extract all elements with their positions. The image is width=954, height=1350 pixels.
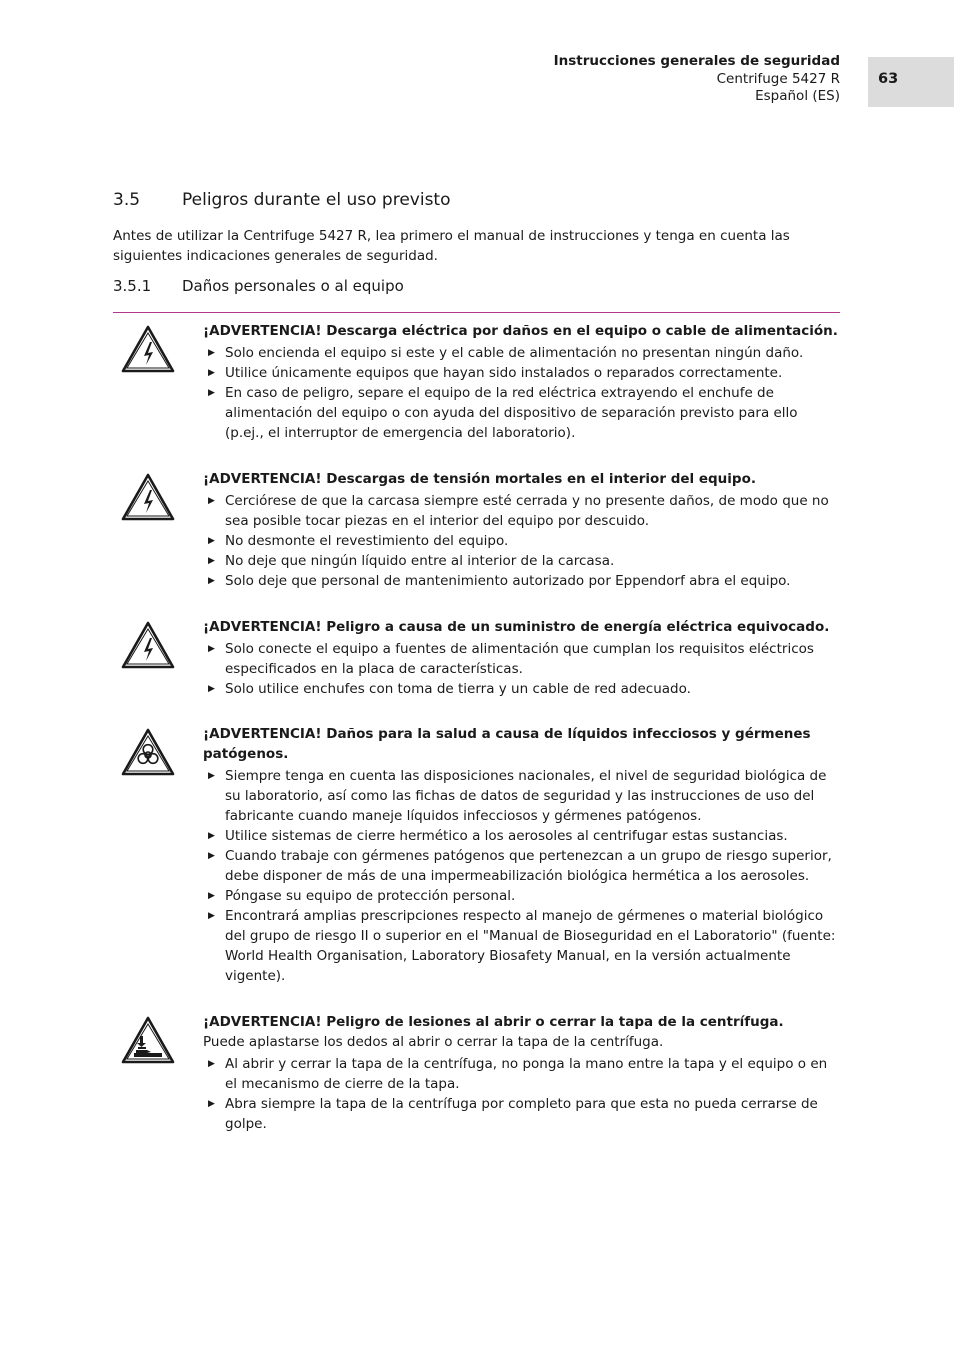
list-item-text: Abra siempre la tapa de la centrífuga por completo para que esta no pueda cerrarse de golpe.	[225, 1096, 818, 1132]
list-item-text: Solo deje que personal de mantenimiento autorizado por Eppendorf abra el equipo.	[225, 573, 791, 589]
list-item-text: Utilice únicamente equipos que hayan sido instalados o reparados correctamente.	[225, 365, 783, 381]
page-number-box	[868, 57, 954, 107]
warning-body	[203, 1012, 840, 1134]
list-item	[203, 886, 840, 906]
bullet-arrow-icon: ▶	[208, 368, 215, 378]
list-item-text: Encontrará amplias prescripciones respecto al manejo de gérmenes o material biológico del grupo de riesgo II o superior en el "Manual de Bioseguridad en el Laboratorio" (fuente: World Health Organisation, Laboratory Biosafety Manual, en la versión actualmente vigente).	[225, 908, 836, 984]
list-item	[203, 551, 840, 571]
warning-list	[203, 491, 840, 591]
subsection-number: 3.5.1	[113, 277, 152, 295]
bullet-arrow-icon: ▶	[208, 831, 215, 841]
bullet-arrow-icon: ▶	[208, 536, 215, 546]
list-item	[203, 826, 840, 846]
bullet-arrow-icon: ▶	[208, 1059, 215, 1069]
warning-list	[203, 343, 840, 443]
list-item	[203, 766, 840, 826]
list-item	[203, 1054, 840, 1094]
list-item	[203, 639, 840, 679]
bullet-arrow-icon: ▶	[208, 348, 215, 358]
list-item-text: Solo encienda el equipo si este y el cable de alimentación no presentan ningún daño.	[225, 345, 804, 361]
list-item	[203, 531, 840, 551]
list-item-text: Siempre tenga en cuenta las disposiciones nacionales, el nivel de seguridad biológica de su laboratorio, así como las fichas de datos de seguridad y las instrucciones de uso del fabricante cuando maneje líquidos infecciosos y gérmenes patógenos.	[225, 768, 827, 824]
list-item-text: Cerciórese de que la carcasa siempre esté cerrada y no presente daños, de modo que no sea posible tocar piezas en el interior del equipo por descuido.	[225, 493, 829, 529]
section-intro: Antes de utilizar la Centrifuge 5427 R, lea primero el manual de instrucciones y tenga en cuenta las siguientes indicaciones generales de seguridad.	[113, 228, 790, 264]
section-title: Peligros durante el uso previsto	[182, 190, 451, 210]
list-item-text: Solo utilice enchufes con toma de tierra y un cable de red adecuado.	[225, 681, 691, 697]
bullet-arrow-icon: ▶	[208, 1099, 215, 1109]
warning-title: ¡ADVERTENCIA! Daños para la salud a causa de líquidos infecciosos y gérmenes patógenos.	[203, 726, 811, 762]
warning-list	[203, 1054, 840, 1134]
header-model: Centrifuge 5427 R	[716, 70, 840, 87]
header-language: Español (ES)	[755, 88, 840, 104]
warning-title: ¡ADVERTENCIA! Peligro de lesiones al abrir o cerrar la tapa de la centrífuga.	[203, 1014, 784, 1030]
bullet-arrow-icon: ▶	[208, 644, 215, 654]
warning-list	[203, 639, 840, 699]
list-item-text: Póngase su equipo de protección personal.	[225, 888, 516, 904]
warning-subtitle: Puede aplastarse los dedos al abrir o cerrar la tapa de la centrífuga.	[203, 1034, 664, 1050]
warning-title: ¡ADVERTENCIA! Descarga eléctrica por daños en el equipo o cable de alimentación.	[203, 323, 838, 339]
list-item	[203, 906, 840, 986]
warning-body	[203, 617, 840, 699]
warning-body	[203, 321, 840, 443]
bullet-arrow-icon: ▶	[208, 851, 215, 861]
warning-list	[203, 766, 840, 986]
bullet-arrow-icon: ▶	[208, 576, 215, 586]
list-item	[203, 491, 840, 531]
section-number: 3.5	[113, 190, 141, 210]
bullet-arrow-icon: ▶	[208, 891, 215, 901]
subsection-title: Daños personales o al equipo	[182, 277, 404, 295]
section-heading	[113, 190, 451, 210]
list-item	[203, 343, 840, 363]
electric-shock-warning-icon	[121, 621, 175, 669]
page-number: 63	[878, 71, 899, 87]
list-item-text: Utilice sistemas de cierre hermético a los aerosoles al centrifugar estas sustancias.	[225, 828, 788, 844]
warning-title: ¡ADVERTENCIA! Descargas de tensión mortales en el interior del equipo.	[203, 471, 756, 487]
list-item-text: Al abrir y cerrar la tapa de la centrífuga, no ponga la mano entre la tapa y el equipo o en el mecanismo de cierre de la tapa.	[225, 1056, 828, 1092]
list-item	[203, 1094, 840, 1134]
subsection-heading	[113, 277, 404, 295]
warning-body	[203, 724, 840, 986]
hand-crush-warning-icon	[121, 1016, 175, 1064]
running-header	[554, 53, 840, 106]
list-item	[203, 679, 840, 699]
list-item-text: Solo conecte el equipo a fuentes de alimentación que cumplan los requisitos eléctricos especificados en la placa de características.	[225, 641, 814, 677]
warning-body	[203, 469, 840, 591]
list-item	[203, 571, 840, 591]
list-item	[203, 363, 840, 383]
bullet-arrow-icon: ▶	[208, 911, 215, 921]
header-title: Instrucciones generales de seguridad	[553, 53, 840, 69]
list-item	[203, 383, 840, 443]
electric-shock-warning-icon	[121, 473, 175, 521]
bullet-arrow-icon: ▶	[208, 496, 215, 506]
bullet-arrow-icon: ▶	[208, 556, 215, 566]
bullet-arrow-icon: ▶	[208, 771, 215, 781]
list-item-text: En caso de peligro, separe el equipo de la red eléctrica extrayendo el enchufe de alimentación del equipo o con ayuda del dispositivo de separación previsto para ello (p.ej., el interruptor de emergencia del laboratorio).	[225, 385, 798, 441]
section-divider	[113, 312, 840, 313]
list-item-text: No deje que ningún líquido entre al interior de la carcasa.	[225, 553, 615, 569]
warning-title: ¡ADVERTENCIA! Peligro a causa de un suministro de energía eléctrica equivocado.	[203, 619, 830, 635]
biohazard-warning-icon	[121, 728, 175, 776]
bullet-arrow-icon: ▶	[208, 388, 215, 398]
list-item-text: No desmonte el revestimiento del equipo.	[225, 533, 509, 549]
list-item	[203, 846, 840, 886]
list-item-text: Cuando trabaje con gérmenes patógenos que pertenezcan a un grupo de riesgo superior, debe disponer de más de una impermeabilización biológica hermética a los aerosoles.	[225, 848, 832, 884]
bullet-arrow-icon: ▶	[208, 684, 215, 694]
electric-shock-warning-icon	[121, 325, 175, 373]
